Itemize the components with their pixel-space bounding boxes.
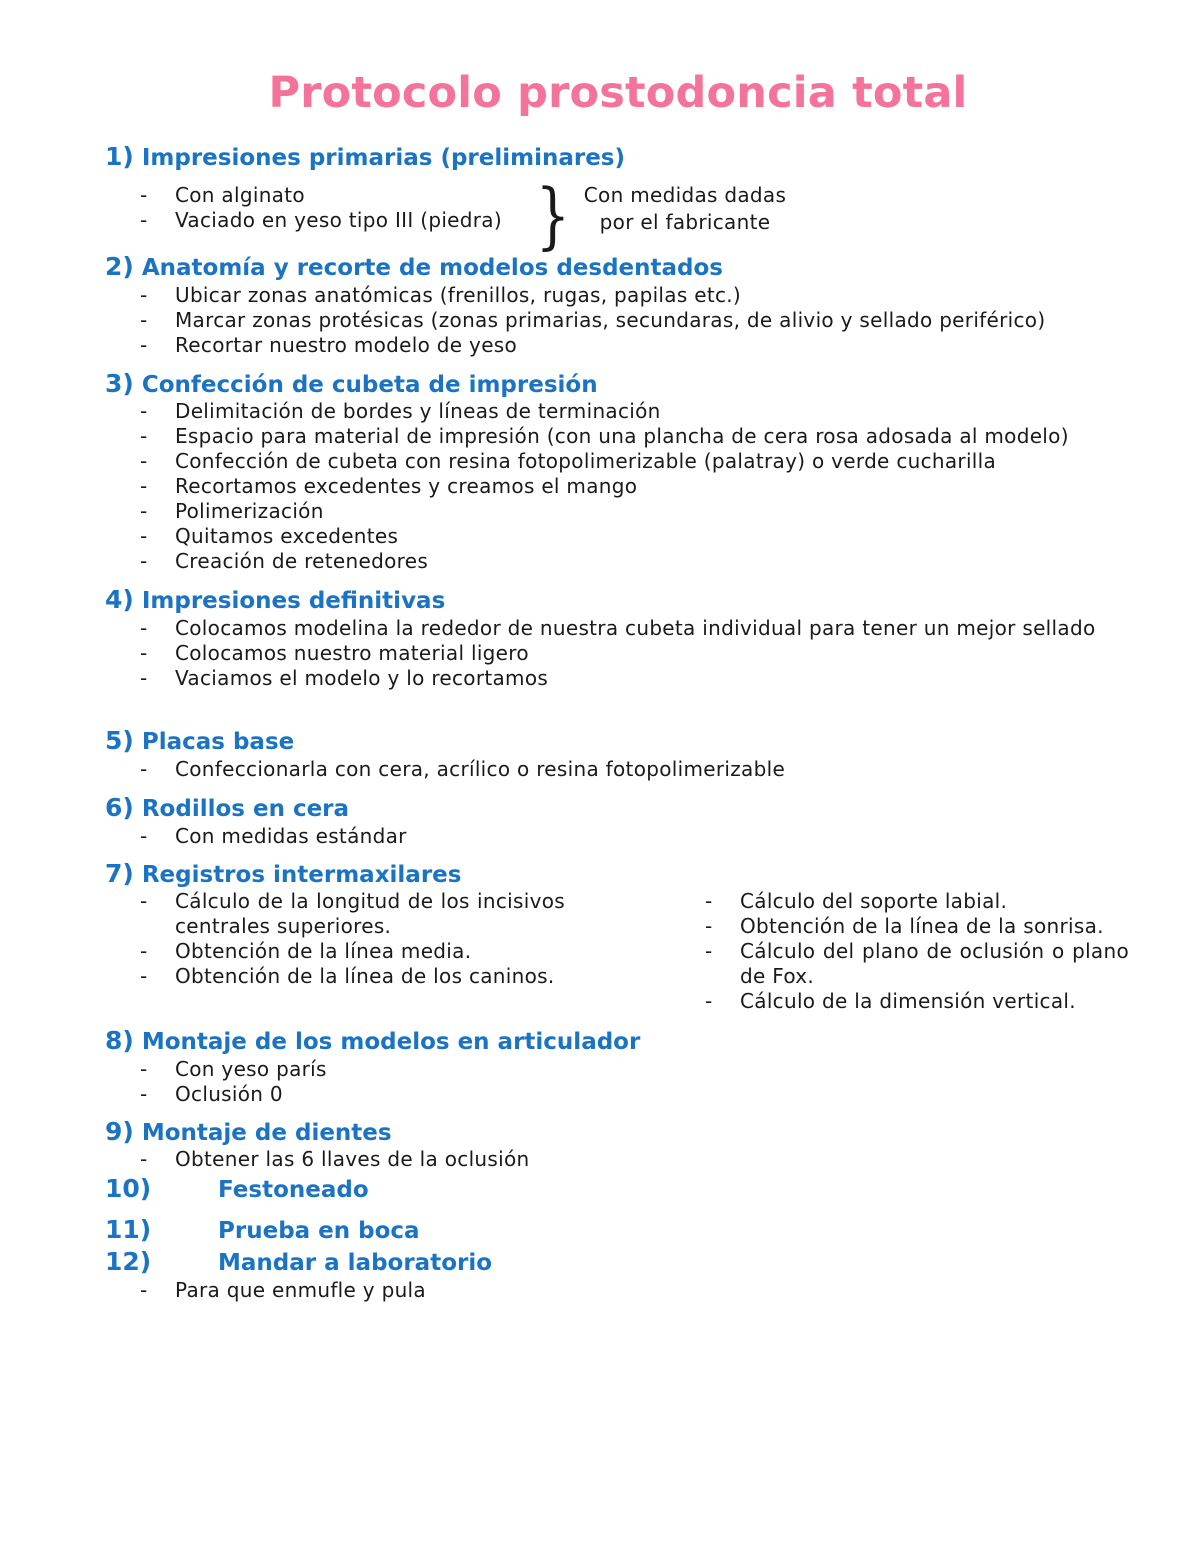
section-8 xyxy=(105,1027,1105,1107)
list-item: - Polimerización xyxy=(105,499,1145,524)
item-list xyxy=(105,283,1135,358)
page-title: Protocolo prostodoncia total xyxy=(268,68,968,118)
section-1 xyxy=(105,142,825,257)
section-title: Prueba en boca xyxy=(218,1218,420,1244)
list-item: - Colocamos modelina la rededor de nuestra cubeta individual para tener un mejor sellado xyxy=(105,616,1129,641)
list-item: - Para que enmufle y pula xyxy=(105,1278,1105,1303)
list-item: - Oclusión 0 xyxy=(105,1082,1105,1107)
section-heading xyxy=(105,1216,1105,1245)
section-12 xyxy=(105,1248,1105,1303)
section-title: Montaje de dientes xyxy=(141,1120,392,1146)
section-10 xyxy=(105,1175,1105,1204)
item-list xyxy=(105,616,1129,691)
section-title: Festoneado xyxy=(218,1177,369,1203)
list-item: - Cálculo de la longitud de los incisivos centrales superiores. xyxy=(105,889,565,939)
list-item: - Quitamos excedentes xyxy=(105,524,1145,549)
section-heading xyxy=(105,860,1129,889)
list-item: - Obtener las 6 llaves de la oclusión xyxy=(105,1147,1105,1172)
item-list xyxy=(105,399,1145,574)
section-heading xyxy=(105,1175,1105,1204)
brace-note xyxy=(575,182,795,236)
section-number: 4) xyxy=(105,585,134,614)
item-list-left xyxy=(105,889,565,989)
item-list xyxy=(105,1147,1105,1172)
list-item: - Con yeso parís xyxy=(105,1057,1105,1082)
section-title: Registros intermaxilares xyxy=(141,862,462,888)
list-item: - Cálculo del plano de oclusión o plano de Fox. xyxy=(670,939,1129,989)
item-list xyxy=(105,1278,1105,1303)
section-title: Placas base xyxy=(141,729,295,755)
section-title: Montaje de los modelos en articulador xyxy=(141,1029,641,1055)
section-number: 9) xyxy=(105,1117,134,1146)
section-11 xyxy=(105,1216,1105,1245)
note-line: Con medidas dadas xyxy=(583,183,787,207)
list-item: - Recortamos excedentes y creamos el mango xyxy=(105,474,1145,499)
section-heading xyxy=(105,1118,1105,1147)
section-number: 7) xyxy=(105,859,134,888)
list-item: - Confeccionarla con cera, acrílico o resina fotopolimerizable xyxy=(105,757,1105,782)
list-item: - Espacio para material de impresión (con una plancha de cera rosa adosada al modelo) xyxy=(105,424,1145,449)
section-title: Confección de cubeta de impresión xyxy=(141,372,598,398)
section-7 xyxy=(105,860,1129,1020)
item-list xyxy=(105,1057,1105,1107)
list-item: - Confección de cubeta con resina fotopolimerizable (palatray) o verde cucharilla xyxy=(105,449,1145,474)
section-number: 6) xyxy=(105,793,134,822)
list-item: - Vaciamos el modelo y lo recortamos xyxy=(105,666,1129,691)
list-item: - Con alginato xyxy=(105,183,825,208)
section-title: Mandar a laboratorio xyxy=(218,1250,493,1276)
section-heading xyxy=(105,794,1105,823)
list-item: - Obtención de la línea de la sonrisa. xyxy=(670,914,1129,939)
section-title: Impresiones definitivas xyxy=(141,588,446,614)
section-number: 11) xyxy=(105,1215,152,1244)
section-title: Impresiones primarias (preliminares) xyxy=(141,145,626,171)
list-item: - Ubicar zonas anatómicas (frenillos, rugas, papilas etc.) xyxy=(105,283,1135,308)
section-number: 5) xyxy=(105,726,134,755)
item-list xyxy=(105,824,1105,849)
section-2 xyxy=(105,253,1135,358)
section-number: 2) xyxy=(105,252,134,281)
section-number: 8) xyxy=(105,1026,134,1055)
note-line: por el fabricante xyxy=(599,210,771,234)
section-heading xyxy=(105,370,1145,399)
section-title: Rodillos en cera xyxy=(141,796,350,822)
list-item: - Delimitación de bordes y líneas de terminación xyxy=(105,399,1145,424)
list-item: - Vaciado en yeso tipo III (piedra) xyxy=(105,208,825,233)
section-heading xyxy=(105,253,1135,282)
list-item: - Cálculo de la dimensión vertical. xyxy=(670,989,1129,1014)
list-item: - Con medidas estándar xyxy=(105,824,1105,849)
curly-brace-icon: } xyxy=(535,173,571,257)
list-item: - Recortar nuestro modelo de yeso xyxy=(105,333,1135,358)
section-number: 12) xyxy=(105,1247,152,1276)
section-heading xyxy=(105,143,825,172)
list-item: - Colocamos nuestro material ligero xyxy=(105,641,1129,666)
section-number: 1) xyxy=(105,142,134,171)
section-5 xyxy=(105,727,1105,782)
list-item: - Marcar zonas protésicas (zonas primarias, secundaras, de alivio y sellado periférico) xyxy=(105,308,1135,333)
section-heading xyxy=(105,1027,1105,1056)
section-heading xyxy=(105,586,1129,615)
list-item: - Cálculo del soporte labial. xyxy=(670,889,1129,914)
item-list-right xyxy=(670,889,1129,1014)
list-item: - Obtención de la línea de los caninos. xyxy=(105,964,565,989)
section-number: 10) xyxy=(105,1174,152,1203)
section-number: 3) xyxy=(105,369,134,398)
list-item: - Obtención de la línea media. xyxy=(105,939,565,964)
item-list xyxy=(105,757,1105,782)
section-4 xyxy=(105,586,1129,691)
section-title: Anatomía y recorte de modelos desdentados xyxy=(141,255,723,281)
section-9 xyxy=(105,1118,1105,1172)
section-heading xyxy=(105,1248,1105,1277)
section-3 xyxy=(105,370,1145,574)
list-item: - Creación de retenedores xyxy=(105,549,1145,574)
section-heading xyxy=(105,727,1105,756)
section-6 xyxy=(105,794,1105,849)
